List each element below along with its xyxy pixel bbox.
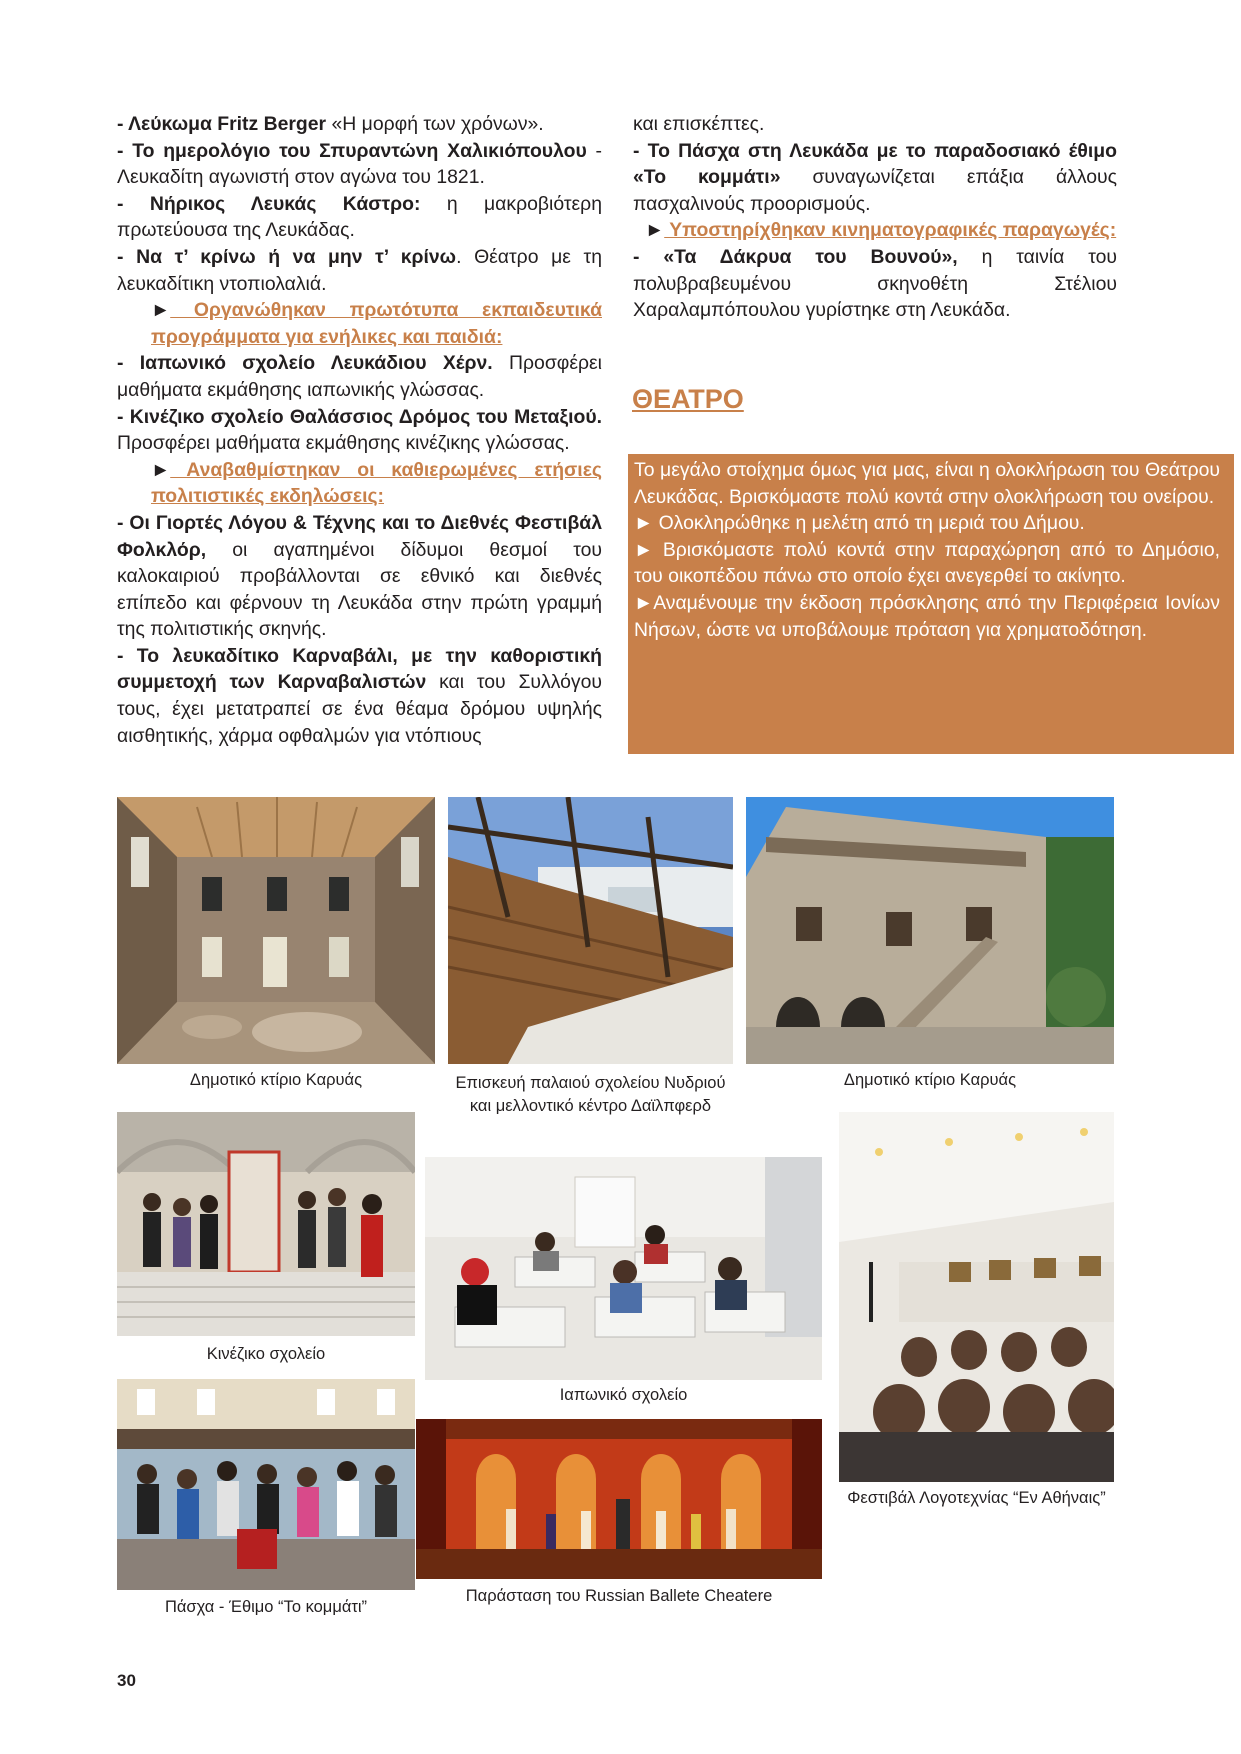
- theatre-highlight-box: [628, 454, 1234, 754]
- box-paragraph-3: ► Βρισκόμαστε πολύ κοντά στην παραχώρηση από το Δημόσιο, του οικοπέδου πάνω στο οποίο έχει ανεγερθεί το ακίνητο.: [634, 538, 1220, 588]
- paragraph-easter: - Το Πάσχα στη Λευκάδα με το παραδοσιακό έθιμο «Το κομμάτι» συναγωνίζεται επάξια άλλους πασχαλινούς προορισμούς.: [633, 139, 1117, 215]
- left-text-column: [117, 111, 602, 749]
- photo-ballet: [416, 1419, 822, 1579]
- heading-education-programs: ► Οργανώθηκαν πρωτότυπα εκπαιδευτικά προγράμματα για ενήλικες και παιδιά:: [151, 299, 602, 348]
- box-paragraph-2: ► Ολοκληρώθηκε η μελέτη από τη μεριά του Δήμου.: [634, 512, 1085, 535]
- caption-chinese-school: Κινέζικο σχολείο: [206, 1345, 326, 1363]
- paragraph-nirikos: - Νήρικος Λευκάς Κάστρο: η μακροβιότερη πρωτεύουσα της Λευκάδας.: [117, 192, 602, 242]
- caption-karya-1: Δημοτικό κτίριο Καρυάς: [189, 1071, 363, 1089]
- caption-nydri: Επισκευή παλαιού σχολείου Νυδριού και μελλοντικό κέντρο Δαϊλπφερδ: [455, 1074, 726, 1115]
- right-text-column: [633, 111, 1117, 324]
- arrow-icon: ►: [645, 219, 665, 242]
- section-title-theatre: ΘΕΑΤΡΟ: [632, 384, 744, 414]
- photo-karya-exterior: [746, 797, 1114, 1064]
- photo-nydri-school: [448, 797, 733, 1064]
- heading-cultural-events: ► Αναβαθμίστηκαν οι καθιερωμένες ετήσιες πολιτιστικές εκδηλώσεις:: [151, 458, 602, 508]
- paragraph-visitors: και επισκέπτες.: [633, 113, 765, 135]
- caption-easter: Πάσχα - Έθιμο “Το κομμάτι”: [164, 1598, 368, 1616]
- paragraph-fritz-berger: - Λεύκωμα Fritz Berger «Η μορφή των χρόνων».: [117, 113, 544, 135]
- page-number: 30: [117, 1671, 136, 1690]
- photo-chinese-school: [117, 1112, 415, 1336]
- photo-easter: [117, 1379, 415, 1590]
- paragraph-carnival: - Το λευκαδίτικο Καρναβάλι, με την καθοριστική συμμετοχή των Καρναβαλιστών και του Συλλόγου τους, έχει μετατραπεί σε ένα θέαμα δρόμου υψηλής αισθητικής, χάρμα οφθαλμών για ντόπιους: [117, 644, 602, 747]
- photo-literature-festival: [839, 1112, 1114, 1482]
- caption-japanese-school: Ιαπωνικό σχολείο: [559, 1386, 688, 1404]
- caption-literature-festival: Φεστιβάλ Λογοτεχνίας “Εν Αθήναις”: [847, 1489, 1106, 1507]
- caption-ballet: Παράσταση του Russian Ballete Cheatere: [465, 1587, 773, 1605]
- arrow-icon: ►: [151, 299, 171, 322]
- paragraph-film: - «Τα Δάκρυα του Βουνού», η ταινία του πολυβραβευμένου σκηνοθέτη Στέλιου Χαραλαμπόπουλου γυρίστηκε στη Λευκάδα.: [633, 245, 1118, 322]
- box-paragraph-1: Το μεγάλο στοίχημα όμως για μας, είναι η ολοκλήρωση του Θεάτρου Λευκάδας. Βρισκόμαστε πολύ κοντά στην ολοκλήρωση του ονείρου.: [634, 459, 1220, 508]
- heading-film-productions: ► Υποστηρίχθηκαν κινηματογραφικές παραγωγές:: [645, 219, 1117, 242]
- paragraph-japanese-school: - Ιαπωνικό σχολείο Λευκάδιου Χέρν. Προσφέρει μαθήματα εκμάθησης ιαπωνικής γλώσσας.: [117, 352, 602, 401]
- box-paragraph-4: ►Αναμένουμε την έκδοση πρόσκλησης από την Περιφέρεια Ιονίων Νήσων, ώστε να υποβάλουμε πρόταση για χρηματοδότηση.: [634, 591, 1220, 641]
- paragraph-theatre-dialect: - Να τ’ κρίνω ή να μην τ’ κρίνω. Θέατρο με τη λευκαδίτικη ντοπιολαλιά.: [117, 245, 602, 295]
- photo-japanese-school: [425, 1157, 822, 1380]
- paragraph-festivals: - Οι Γιορτές Λόγου & Τέχνης και το Διεθνές Φεστιβάλ Φολκλόρ, οι αγαπημένοι δίδυμοι θεσμοί του καλοκαιριού προβάλλονται σε εθνικό και διεθνές επίπεδο και φέρνουν τη Λευκάδα στην πρώτη γραμμή της πολιτιστικής σκηνής.: [117, 511, 602, 641]
- caption-karya-2: Δημοτικό κτίριο Καρυάς: [843, 1071, 1017, 1089]
- paragraph-calendar: - Το ημερολόγιο του Σπυραντώνη Χαλικιόπουλου - Λευκαδίτη αγωνιστή στον αγώνα του 1821.: [117, 139, 602, 189]
- arrow-icon: ►: [151, 458, 171, 481]
- paragraph-chinese-school: - Κινέζικο σχολείο Θαλάσσιος Δρόμος του Μεταξιού. Προσφέρει μαθήματα εκμάθησης κινέζικης γλώσσας.: [117, 405, 602, 455]
- photo-karya-interior: [117, 797, 435, 1064]
